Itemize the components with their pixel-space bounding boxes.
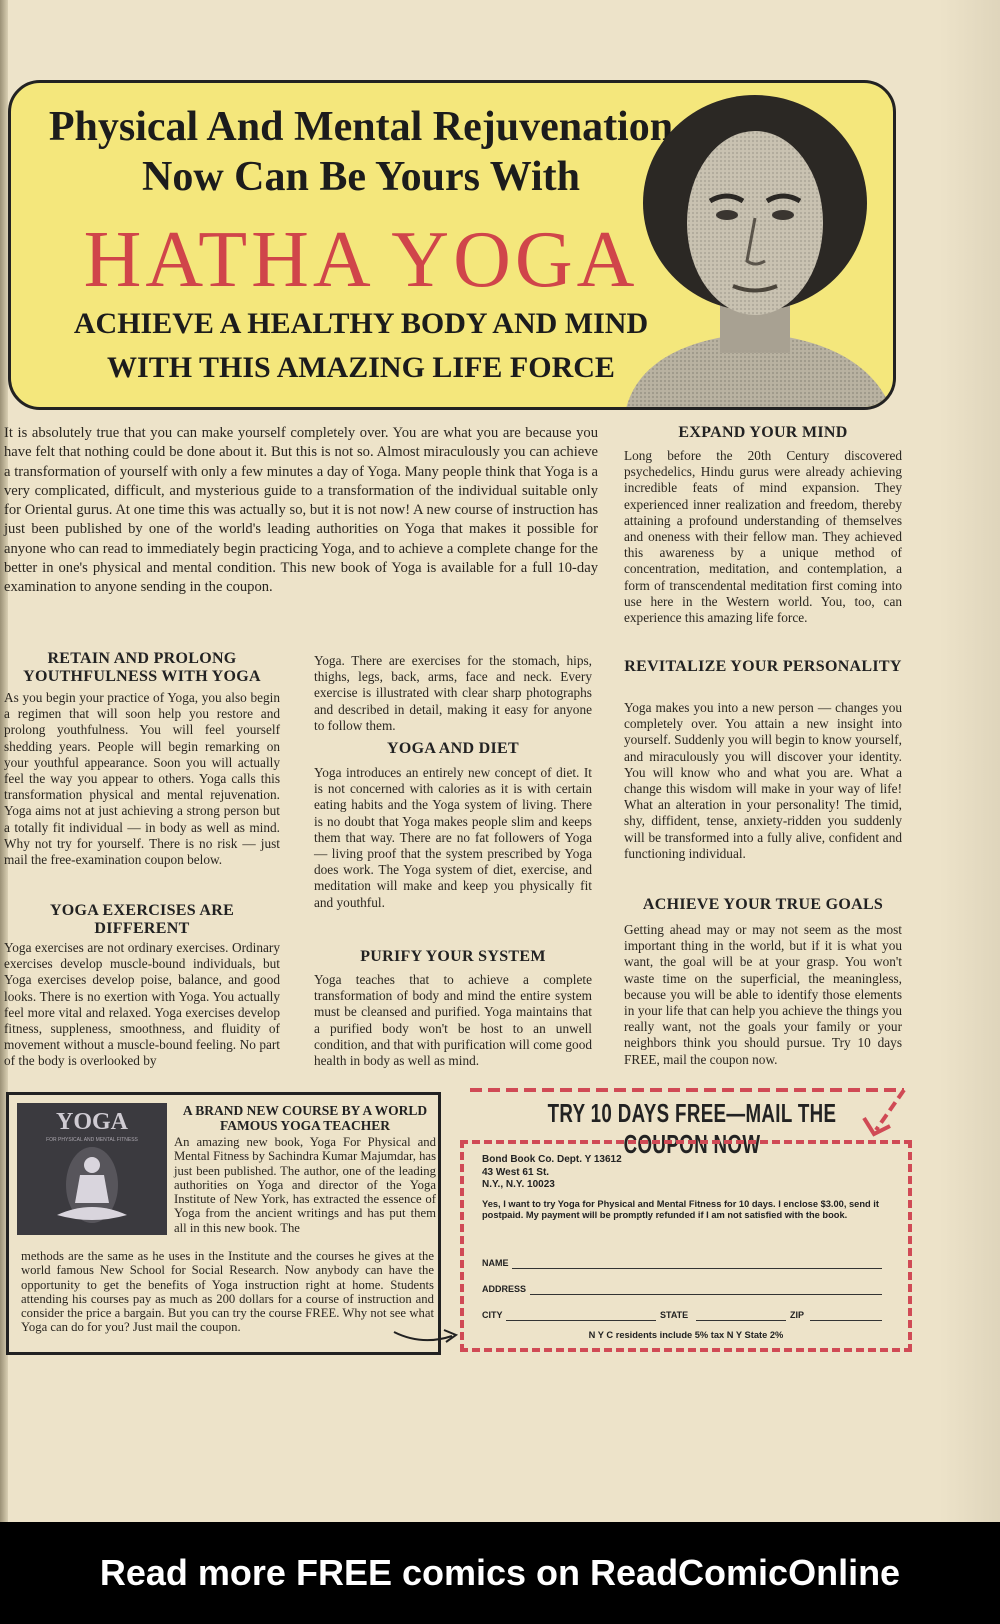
- body-yoga-exercises: Yoga exercises are not ordinary exercises. Ordinary exercises develop muscle-bound individuals, but Yoga exercises develop poise, balance, and good looks. There is no exertion with Yoga. You actually feel more vital and relaxed. Yoga exercises develop fitness, suppleness, smoothness, and fluidity of movement without a muscle-bound feeling. No part of the body is overlooked by: [4, 940, 280, 1069]
- address-field[interactable]: [530, 1294, 882, 1295]
- pointer-arrow-icon: [392, 1320, 462, 1350]
- site-footer-banner: [0, 1522, 1000, 1624]
- tax-note: N Y C residents include 5% tax N Y State 2%: [588, 1330, 784, 1340]
- book-description-bottom: methods are the same as he uses in the Institute and the courses he gives at the world famous New School for Social Research. Now anybody can have the opportunity to get the benefits of Yoga instruction right at home. Students attending his courses pay as much as 200 dollars for a course of instruction and consider the price a bargain. But you can try the course FREE. Why not see what Yoga can do for you? Just mail the coupon.: [21, 1249, 434, 1335]
- footer-link-text[interactable]: Read more FREE comics on ReadComicOnline: [99, 1552, 901, 1593]
- heading-retain-youthfulness: RETAIN AND PROLONG YOUTHFULNESS WITH YOGA: [23, 650, 261, 685]
- address-label: ADDRESS: [482, 1284, 527, 1294]
- coupon-order-text: Yes, I want to try Yoga for Physical and Mental Fitness for 10 days. I enclose $3.00, send it postpaid. My payment will be promptly refunded if I am not satisfied with the book.: [482, 1199, 879, 1220]
- page-shadow-edge: [940, 0, 1000, 1522]
- intro-paragraph: It is absolutely true that you can make yourself completely over. You are what you are because you have felt that nothing could be done about it. But this is not so. Almost miraculously you can achieve a transformation of yourself with only a few minutes a day of Yoga. Many people think that Yoga is a very complicated, difficult, and mysterious guide to a transformation of the individual suitable only for Oriental gurus. At one time this was actually so, but it is not now! A new course of instruction has just been published by one of the world's leading authorities on Yoga that makes it possible for anyone who can read to immediately begin practicing Yoga, and to achieve a complete change for the better in one's physical and mental condition. This new book of Yoga is available for a full 10-day examination to anyone sending in the coupon.: [4, 425, 598, 596]
- book-cover-subtitle: FOR PHYSICAL AND MENTAL FITNESS: [46, 1137, 138, 1143]
- address-line-2: 43 West 61 St.: [482, 1166, 550, 1178]
- heading-purify-system: PURIFY YOUR SYSTEM: [360, 948, 546, 965]
- body-exercises-continued: Yoga. There are exercises for the stomach, hips, thighs, legs, back, arms, face and neck. Every exercise is illustrated with clear sharp photographs and described in detail, making it easy for anyone to follow them.: [314, 653, 592, 733]
- banner-subhead-1: ACHIEVE A HEALTHY BODY AND MIND: [73, 307, 649, 340]
- coupon-headline: TRY 10 DAYS FREE—MAIL THE COUPON NOW: [547, 1098, 837, 1159]
- coupon-address: [482, 1154, 622, 1192]
- city-field[interactable]: [506, 1320, 656, 1321]
- body-yoga-and-diet: Yoga introduces an entirely new concept of diet. It is not concerned with calories as it is with certain eating habits and the Yoga system of living. There is no doubt that Yoga makes people slim and keeps them that way. There are no fat followers of Yoga — living proof that the system prescribed by Yoga does work. The Yoga system of diet, exercise, and meditation will make and keep you physically fit and youthful.: [314, 765, 592, 910]
- zip-label: ZIP: [790, 1310, 805, 1320]
- body-retain-youthfulness: As you begin your practice of Yoga, you also begin a regimen that will soon help you restore and prolong youthfulness. You will feel yourself shedding years. People will begin remarking on your youthful appearance. Soon you will actually feel the way you appear to others. Yoga calls this transformation physical and mental rejuvenation. Yoga aims not at just achieving a strong person but a totally fit individual — in body as well as mind. Why not try for yourself. There is no risk — just mail the free-examination coupon below.: [4, 690, 280, 868]
- name-field[interactable]: [512, 1268, 882, 1269]
- heading-revitalize-personality: REVITALIZE YOUR PERSONALITY: [624, 658, 902, 675]
- headline-banner: [8, 80, 896, 410]
- state-field[interactable]: [696, 1320, 786, 1321]
- book-cover-image: [17, 1103, 167, 1235]
- banner-subhead-2: WITH THIS AMAZING LIFE FORCE: [107, 351, 615, 384]
- teacher-portrait-image: [615, 83, 893, 410]
- book-cover-title: YOGA: [56, 1109, 128, 1135]
- banner-hatha-yoga: HATHA YOGA: [83, 216, 639, 304]
- body-purify-system: Yoga teaches that to achieve a complete transformation of body and mind the entire system must be cleansed and purified. Yoga maintains that a purified body won't be host to an unwell condition, and that with purification will come good health in body as well as mind.: [314, 972, 592, 1069]
- body-revitalize-personality: Yoga makes you into a new person — changes you completely over. You attain a new insight into yourself. Suddenly you will begin to know yourself, and miraculously you will discover your identity. You will know who and what you are. What a change this wisdom will make in your way of life! What an alteration in your personality! The timid, shy, diffident, tense, anxiety-ridden you suddenly will be transformed into a fully alive, confident and functioning individual.: [624, 700, 902, 861]
- body-expand-mind: Long before the 20th Century discovered psychedelics, Hindu gurus were already achieving incredible feats of mind expansion. They experienced inner realization and freedom, thereby attaining a profound understanding of themselves and oneness with their fellow man. They achieved this awareness by a unique method of concentration, meditation, and contemplation, a form of transcendental meditation first coming into use here in the Western world. You, too, can experience this amazing life force.: [624, 448, 902, 626]
- book-offer-box: [6, 1092, 441, 1355]
- book-description-top: An amazing new book, Yoga For Physical and Mental Fitness by Sachindra Kumar Majumdar, has just been published. The author, one of the leading authorities on Yoga and director of the Yoga Institute of New York, has extracted the essence of Yoga from the ancient writings and has put them all in this new book. The: [174, 1135, 437, 1235]
- heading-yoga-exercises: YOGA EXERCISES ARE DIFFERENT: [49, 902, 235, 937]
- heading-achieve-goals: ACHIEVE YOUR TRUE GOALS: [642, 896, 884, 913]
- address-line-3: N.Y., N.Y. 10023: [482, 1179, 555, 1190]
- heading-yoga-and-diet: YOGA AND DIET: [387, 740, 519, 757]
- order-coupon[interactable]: [460, 1140, 912, 1352]
- body-achieve-goals: Getting ahead may or may not seem as the most important thing in the world, but if it is what you want, the goal will be at your grasp. You won't waste time on the superficial, the meaningless, because you will be able to identify those elements in your life that can help you achieve the things you really want, not the goals your family or your neighbors think you should pursue. Try 10 days FREE, mail the coupon now.: [624, 922, 902, 1067]
- heading-expand-mind: EXPAND YOUR MIND: [678, 424, 848, 441]
- state-label: STATE: [660, 1310, 689, 1320]
- banner-headline-1: Physical And Mental Rejuvenation: [48, 104, 674, 150]
- banner-headline-2: Now Can Be Yours With: [142, 154, 580, 200]
- name-label: NAME: [482, 1258, 509, 1268]
- city-label: CITY: [482, 1310, 503, 1320]
- address-line-1: Bond Book Co. Dept. Y 13612: [482, 1154, 622, 1165]
- zip-field[interactable]: [810, 1320, 882, 1321]
- book-heading: A BRAND NEW COURSE BY A WORLD FAMOUS YOGA TEACHER: [182, 1103, 428, 1133]
